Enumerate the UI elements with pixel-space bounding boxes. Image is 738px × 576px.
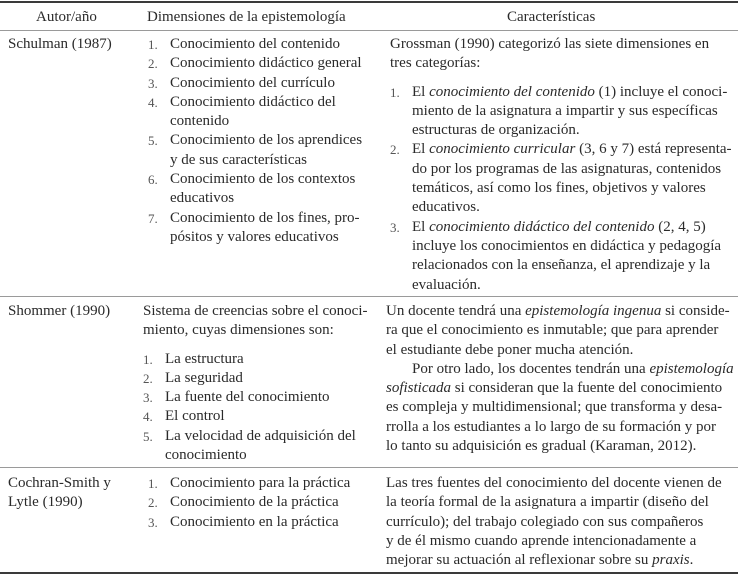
text-segment: El xyxy=(412,218,430,235)
text-segment: miento, cuyas dimensiones son: xyxy=(143,322,334,339)
text-line xyxy=(170,513,350,532)
text-line xyxy=(8,474,111,493)
text-segment: pósitos y valores educativos xyxy=(170,228,339,245)
paragraph xyxy=(390,35,732,74)
italic-text: conocimiento didáctico del contenido xyxy=(429,218,655,235)
list-number: 3. xyxy=(390,219,400,235)
text-line xyxy=(386,474,722,493)
list-number: 1. xyxy=(148,37,158,52)
numbered-list xyxy=(148,35,362,247)
list-item xyxy=(143,427,368,466)
text-line xyxy=(170,228,362,247)
text-line xyxy=(386,379,734,398)
text-segment: Por otro lado, los docentes tendrán una xyxy=(412,360,650,377)
text-segment: Conocimiento de los fines, pro- xyxy=(170,209,360,226)
paragraph xyxy=(143,302,368,341)
header-rule xyxy=(0,30,738,31)
text-segment: Schulman (1987) xyxy=(8,36,112,52)
text-segment: (1) incluye el conoci- xyxy=(594,83,728,100)
table-top-rule xyxy=(0,1,738,3)
italic-text: praxis xyxy=(652,552,690,569)
text-segment: currículo); del trabajo colegiado con sus compañeros xyxy=(386,513,704,530)
list-number: 3. xyxy=(143,390,153,406)
list-item xyxy=(148,54,362,73)
list-item xyxy=(148,209,362,248)
text-line xyxy=(170,170,362,189)
text-line xyxy=(8,302,110,321)
text-segment: (2, 4, 5) xyxy=(654,218,706,235)
list-number: 7. xyxy=(148,210,158,226)
list-number: 2. xyxy=(148,56,158,72)
text-line xyxy=(412,83,732,102)
text-segment: Conocimiento de los aprendices xyxy=(170,132,363,149)
text-line xyxy=(386,302,734,321)
text-line xyxy=(165,369,368,388)
text-segment: contenido xyxy=(170,113,230,130)
text-line xyxy=(170,493,350,512)
text-segment: El xyxy=(412,83,430,100)
text-line xyxy=(412,121,732,140)
text-line xyxy=(412,102,732,121)
row-2-characteristics xyxy=(386,302,734,456)
text-segment: y de sus características xyxy=(170,151,308,168)
text-segment: la teoría formal de la asignatura a impartir (diseño del xyxy=(386,494,709,511)
text-line xyxy=(390,35,732,54)
text-segment: Shommer (1990) xyxy=(8,303,111,319)
row-3-characteristics xyxy=(386,474,722,570)
list-number: 2. xyxy=(148,495,158,511)
text-line xyxy=(8,35,112,54)
paragraph xyxy=(386,474,722,570)
text-line xyxy=(390,54,732,73)
row-2-author xyxy=(8,302,110,321)
row-3-author xyxy=(8,474,111,513)
text-segment: Conocimiento del currículo xyxy=(170,74,335,91)
italic-text: epistemología xyxy=(649,360,734,377)
text-line xyxy=(8,493,111,512)
text-segment: do por los programas de las asignaturas, contenidos xyxy=(412,160,722,177)
paragraph xyxy=(386,360,734,456)
italic-text: conocimiento curricular xyxy=(429,141,576,158)
text-segment: . xyxy=(689,552,694,569)
text-line xyxy=(165,350,368,369)
list-item xyxy=(143,388,368,407)
list-number: 5. xyxy=(148,133,158,149)
list-item xyxy=(148,493,350,512)
text-segment: es compleja y multidimensional; que transforma y desa- xyxy=(386,399,723,416)
text-segment: La velocidad de adquisición del xyxy=(165,427,356,444)
text-segment: Sistema de creencias sobre el conoci- xyxy=(143,303,368,319)
row-rule xyxy=(0,296,738,297)
row-1-dimensions xyxy=(148,35,362,247)
text-segment: miento de la asignatura a impartir y sus específicas xyxy=(412,102,718,119)
text-line xyxy=(170,131,362,150)
text-line xyxy=(165,446,368,465)
text-line xyxy=(386,493,722,512)
text-segment: Conocimiento para la práctica xyxy=(170,475,351,491)
list-item xyxy=(143,407,368,426)
list-item xyxy=(148,513,350,532)
list-item xyxy=(148,170,362,209)
text-line xyxy=(170,474,350,493)
text-segment: (3, 6 y 7) está representa- xyxy=(575,141,732,158)
text-line xyxy=(386,532,722,551)
text-line xyxy=(170,74,362,93)
text-line xyxy=(386,418,734,437)
row-3-dimensions xyxy=(148,474,350,532)
list-item xyxy=(143,350,368,369)
list-item xyxy=(390,140,732,217)
text-segment: tres categorías: xyxy=(390,55,481,72)
text-line xyxy=(170,151,362,170)
row-1-author xyxy=(8,35,112,54)
text-segment: La estructura xyxy=(165,350,244,367)
text-segment: Conocimiento de los contextos xyxy=(170,171,356,188)
text-segment: Conocimiento de la práctica xyxy=(170,494,339,511)
text-line xyxy=(386,341,734,360)
text-line xyxy=(165,407,368,426)
list-number: 4. xyxy=(143,409,153,425)
text-line xyxy=(165,427,368,446)
text-segment: Lytle (1990) xyxy=(8,494,83,511)
text-line xyxy=(386,551,722,570)
list-item xyxy=(148,131,362,170)
text-segment: Conocimiento del contenido xyxy=(170,36,340,52)
row-1-characteristics xyxy=(390,35,732,295)
text-segment: si conside- xyxy=(661,303,730,319)
text-segment: mejorar su actuación al reflexionar sobre su xyxy=(386,552,653,569)
text-line xyxy=(412,237,732,256)
paragraph xyxy=(8,474,111,513)
text-segment: rrolla a los estudiantes a lo largo de su formación y por xyxy=(386,418,717,435)
row-2-dimensions xyxy=(143,302,368,465)
text-segment: incluye los conocimientos en didáctica y pedagogía xyxy=(412,237,722,254)
text-line xyxy=(412,160,732,179)
text-line xyxy=(386,360,734,379)
text-segment: Un docente tendrá una xyxy=(386,303,526,319)
list-item xyxy=(148,35,362,54)
text-line xyxy=(170,189,362,208)
list-item xyxy=(148,74,362,93)
text-line xyxy=(386,513,722,532)
list-number: 4. xyxy=(148,94,158,110)
italic-text: epistemología ingenua xyxy=(525,303,662,319)
text-segment: temáticos, así como los fines, objetivos y valores xyxy=(412,180,706,197)
text-segment: y de él mismo cuando aprende intencionadamente a xyxy=(386,532,697,549)
header-dimensions: Dimensiones de la epistemología xyxy=(147,9,346,25)
list-number: 1. xyxy=(143,351,153,367)
list-number: 1. xyxy=(390,84,400,100)
text-line xyxy=(386,321,734,340)
italic-text: conocimiento del contenido xyxy=(429,83,595,100)
text-segment: educativos. xyxy=(412,199,480,216)
text-segment: si consideran que la fuente del conocimiento xyxy=(451,380,723,397)
list-item xyxy=(143,369,368,388)
text-line xyxy=(412,198,732,217)
list-item xyxy=(148,474,350,493)
text-segment: Conocimiento didáctico general xyxy=(170,55,362,72)
header-author: Autor/año xyxy=(36,9,97,25)
list-item xyxy=(390,83,732,141)
text-segment: Conocimiento en la práctica xyxy=(170,513,339,530)
numbered-list xyxy=(148,474,350,532)
text-segment: conocimiento xyxy=(165,447,247,464)
text-line xyxy=(170,112,362,131)
text-segment: educativos xyxy=(170,190,235,207)
text-line xyxy=(170,35,362,54)
numbered-list xyxy=(390,83,732,295)
text-segment: El xyxy=(412,141,430,158)
text-line xyxy=(143,321,368,340)
text-line xyxy=(412,218,732,237)
numbered-list xyxy=(143,350,368,466)
list-number: 2. xyxy=(143,370,153,386)
text-line xyxy=(412,276,732,295)
list-number: 6. xyxy=(148,172,158,188)
text-line xyxy=(170,209,362,228)
header-characteristics: Características xyxy=(507,9,596,25)
text-line xyxy=(412,140,732,159)
text-segment: La fuente del conocimiento xyxy=(165,389,330,406)
text-line xyxy=(165,388,368,407)
text-segment: el estudiante debe poner mucha atención. xyxy=(386,341,634,358)
paragraph xyxy=(8,35,112,54)
text-line xyxy=(170,54,362,73)
text-segment: El control xyxy=(165,408,225,425)
text-segment: Cochran-Smith y xyxy=(8,475,111,491)
text-segment: lo tanto su adquisición es gradual (Karaman, 2012). xyxy=(386,438,697,455)
text-segment: relacionados con la enseñanza, el aprendizaje y la xyxy=(412,257,711,274)
text-line xyxy=(412,179,732,198)
text-segment: Grossman (1990) categorizó las siete dimensiones en xyxy=(390,36,710,52)
text-segment: evaluación. xyxy=(412,276,481,293)
text-line xyxy=(143,302,368,321)
italic-text: sofisticada xyxy=(386,380,452,397)
list-number: 3. xyxy=(148,75,158,91)
list-number: 3. xyxy=(148,514,158,530)
text-line xyxy=(386,398,734,417)
text-line xyxy=(170,93,362,112)
row-rule xyxy=(0,467,738,468)
list-item xyxy=(148,93,362,132)
paragraph xyxy=(386,302,734,360)
list-number: 1. xyxy=(148,476,158,491)
list-number: 5. xyxy=(143,428,153,444)
text-line xyxy=(412,256,732,275)
table-bottom-rule xyxy=(0,572,738,574)
text-segment: ra que el conocimiento es inmutable; que para aprender xyxy=(386,322,719,339)
text-segment: La seguridad xyxy=(165,369,243,386)
text-segment: Las tres fuentes del conocimiento del docente vienen de xyxy=(386,475,722,491)
list-number: 2. xyxy=(390,142,400,158)
paragraph xyxy=(8,302,110,321)
list-item xyxy=(390,218,732,295)
text-segment: Conocimiento didáctico del xyxy=(170,93,336,110)
text-line xyxy=(386,437,734,456)
text-segment: estructuras de organización. xyxy=(412,122,580,139)
